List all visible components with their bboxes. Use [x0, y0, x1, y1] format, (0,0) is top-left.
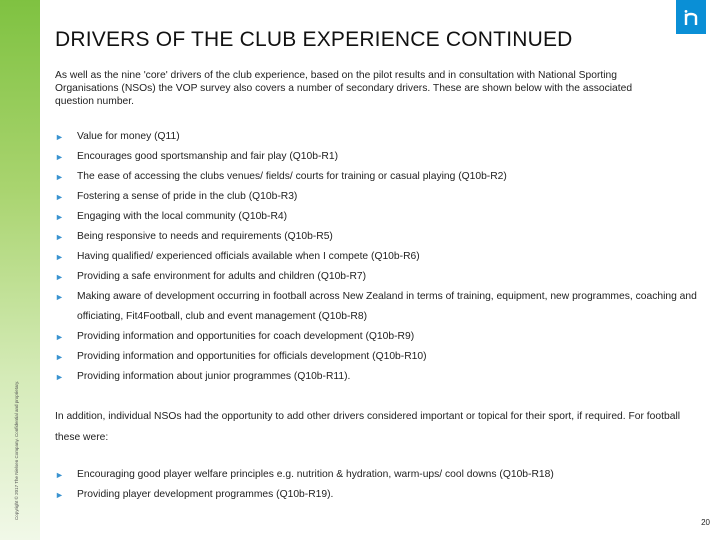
- left-gradient-bar: [0, 0, 40, 540]
- list-item: [55, 287, 717, 327]
- list-item: [55, 267, 717, 287]
- list-item: [55, 207, 717, 227]
- bullet-arrow-icon: ►: [55, 212, 64, 222]
- driver-text: Making aware of development occurring in football across New Zealand in terms of training, equipment, new programmes, coaching and officiating, Fit4Football, club and event management (Q10b-R8): [77, 291, 697, 322]
- list-item: [55, 465, 554, 485]
- bullet-arrow-icon: ►: [55, 232, 64, 242]
- secondary-drivers-list: [55, 127, 717, 387]
- driver-text: Being responsive to needs and requirements (Q10b-R5): [77, 231, 333, 242]
- list-item: [55, 327, 717, 347]
- list-item: [55, 247, 717, 267]
- list-item: [55, 187, 717, 207]
- list-item: [55, 347, 717, 367]
- additional-drivers-list: [55, 465, 554, 505]
- driver-text: Encourages good sportsmanship and fair play (Q10b-R1): [77, 151, 338, 162]
- bullet-arrow-icon: ►: [55, 490, 64, 500]
- intro-paragraph: As well as the nine 'core' drivers of the club experience, based on the pilot results and in consultation with National Sporting Organisations (NSOs) the VOP survey also covers a number of secondary drivers. These are shown below with the associated question number.: [55, 70, 633, 107]
- driver-text: Providing information and opportunities for officials development (Q10b-R10): [77, 351, 427, 362]
- bullet-arrow-icon: ►: [55, 470, 64, 480]
- list-item: [55, 127, 717, 147]
- nielsen-logo: [676, 0, 706, 34]
- list-item: [55, 147, 717, 167]
- driver-text: Providing information and opportunities for coach development (Q10b-R9): [77, 331, 415, 342]
- driver-text: Fostering a sense of pride in the club (Q10b-R3): [77, 191, 298, 202]
- driver-text: Providing player development programmes (Q10b-R19).: [77, 489, 334, 500]
- bullet-arrow-icon: ►: [55, 132, 64, 142]
- driver-text: Engaging with the local community (Q10b-R4): [77, 211, 288, 222]
- list-item: [55, 227, 717, 247]
- page-number: 20: [701, 518, 710, 527]
- list-item: [55, 167, 717, 187]
- slide-title: DRIVERS OF THE CLUB EXPERIENCE CONTINUED: [55, 28, 573, 51]
- driver-text: Having qualified/ experienced officials available when I compete (Q10b-R6): [77, 251, 420, 262]
- list-item: [55, 485, 554, 505]
- driver-text: The ease of accessing the clubs venues/ fields/ courts for training or casual playing (Q10b-R2): [77, 171, 507, 182]
- bullet-arrow-icon: ►: [55, 252, 64, 262]
- bullet-arrow-icon: ►: [55, 372, 64, 382]
- bullet-arrow-icon: ►: [55, 272, 64, 282]
- bullet-arrow-icon: ►: [55, 152, 64, 162]
- bullet-arrow-icon: ►: [55, 192, 64, 202]
- driver-text: Providing information about junior programmes (Q10b-R11).: [77, 371, 351, 382]
- bullet-arrow-icon: ►: [55, 332, 64, 342]
- list-item: [55, 367, 717, 387]
- driver-text: Providing a safe environment for adults and children (Q10b-R7): [77, 271, 367, 282]
- nielsen-n-icon: [683, 9, 699, 25]
- driver-text: Value for money (Q11): [77, 131, 180, 142]
- bullet-arrow-icon: ►: [55, 292, 64, 302]
- bullet-arrow-icon: ►: [55, 352, 64, 362]
- copyright-notice: Copyright © 2017 The Nielsen Company. Confidential and proprietary.: [14, 380, 19, 520]
- driver-text: Encouraging good player welfare principles e.g. nutrition & hydration, warm-ups/ cool downs (Q10b-R18): [77, 469, 554, 480]
- bullet-arrow-icon: ►: [55, 172, 64, 182]
- additional-drivers-intro: In addition, individual NSOs had the opportunity to add other drivers considered important or topical for their sport, if required. For football these were:: [55, 411, 681, 443]
